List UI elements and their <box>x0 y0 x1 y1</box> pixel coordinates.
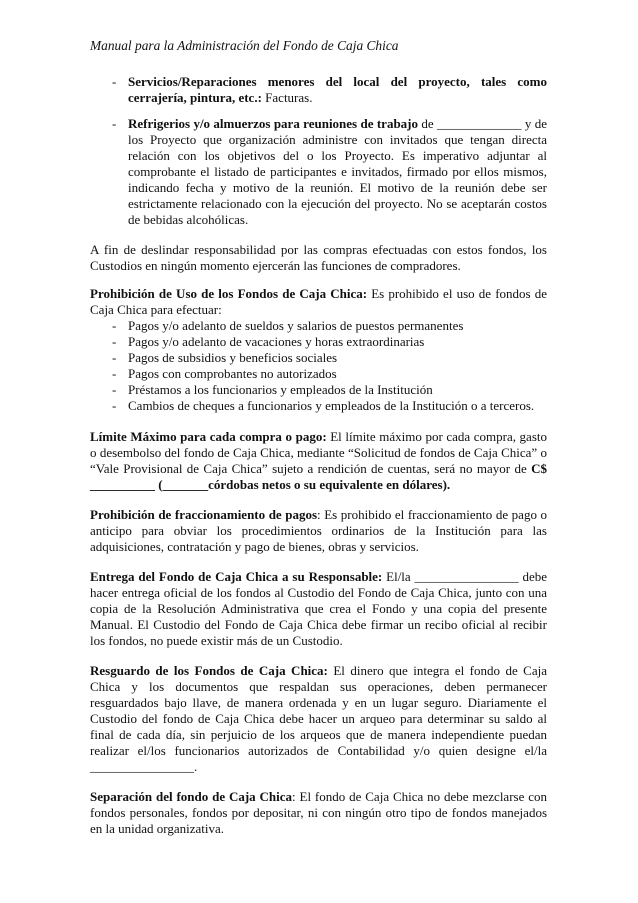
section-heading: Separación del fondo de Caja Chica <box>90 789 293 804</box>
bullet-dash: - <box>112 382 117 397</box>
paragraph-prohibicion-uso <box>90 286 547 318</box>
list-item <box>90 398 547 414</box>
section-text: El límite máximo por cada compra, gasto o desembolso del fondo de Caja Chica, mediante “Solicitud de fondos de Caja Chica” o “Vale Provisional de Caja Chica” sujeto a rendición de cuentas, será no mayor de <box>90 429 547 476</box>
section-text: : El fondo de Caja Chica no debe mezclarse con fondos personales, fondos por depositar, ni con ningún otro tipo de fondos manejados en la unidad organizativa. <box>90 789 547 836</box>
bullet-dash: - <box>112 334 117 349</box>
list-item <box>90 318 547 334</box>
list-item-text: de _____________ y de los Proyecto que organización administre con invitados que tengan directa relación con los objetivos del o los Proyecto. Es imperativo adjuntar al comprobante el listado de participantes e invitados, firmado por ellos mismos, indicando fecha y motivo de la reunión. El motivo de la reunión debe ser estrictamente relacionado con la ejecución del proyecto. No se aceptarán costos de bebidas alcohólicas. <box>128 116 548 227</box>
section-text: El/la ________________ debe hacer entrega oficial de los fondos al Custodio del Fondo de Caja Chica, junto con una copia de la Resolución Administrativa que crea el Fondo y una copia del presente Manual. El Custodio del Fondo de Caja Chica debe firmar un recibo oficial al recibir los fondos, no puede existir más de un Custodio. <box>90 569 547 648</box>
section-text: El dinero que integra el fondo de Caja Chica y los documentos que respaldan sus operaciones, deben permanecer resguardados bajo llave, de manera ordenada y en un lugar seguro. Diariamente el Custodio del fondo de Caja Chica debe hacer un arqueo para determinar su saldo al final de cada día, sin perjuicio de los arqueos que de manera independiente puedan realizar el/los funcionarios autorizados de Contabilidad y/o quien designe el/la ________________. <box>90 663 547 774</box>
bullet-dash: - <box>112 74 117 89</box>
bullet-dash: - <box>112 116 117 131</box>
list-item <box>90 350 547 366</box>
bullet-dash: - <box>112 398 117 413</box>
list-item <box>90 334 547 350</box>
section-heading: Entrega del Fondo de Caja Chica a su Responsable: <box>90 569 383 584</box>
bullet-dash: - <box>112 350 117 365</box>
section-text: Es prohibido el uso de fondos de Caja Chica para efectuar: <box>90 286 547 317</box>
bullet-dash: - <box>112 366 117 381</box>
paragraph-limite-maximo <box>90 429 547 493</box>
section-text: : Es prohibido el fraccionamiento de pago o anticipo para obviar los procedimientos ordinarios de la Institución para las adquisiciones, contratación y pago de bienes, obras y servicios. <box>90 507 547 554</box>
paragraph-entrega-fondo <box>90 569 547 649</box>
list-item-text: Pagos y/o adelanto de vacaciones y horas extraordinarias <box>128 334 425 349</box>
list-item <box>90 366 547 382</box>
paragraph-resguardo <box>90 663 547 775</box>
list-item-text: Cambios de cheques a funcionarios y empleados de la Institución o a terceros. <box>128 398 535 413</box>
list-item-text: Pagos con comprobantes no autorizados <box>128 366 337 381</box>
prohibited-payments-list <box>90 318 547 414</box>
list-item-heading: Refrigerios y/o almuerzos para reuniones de trabajo <box>128 116 419 131</box>
paragraph-prohibicion-fraccionamiento <box>90 507 547 555</box>
section-heading: Resguardo de los Fondos de Caja Chica: <box>90 663 328 678</box>
list-item-text: Pagos de subsidios y beneficios sociales <box>128 350 338 365</box>
list-item-refrigerios <box>90 116 547 228</box>
expense-list <box>90 74 547 228</box>
list-item-text: Facturas. <box>261 90 313 105</box>
amount-blank: C$ __________ (_______córdobas netos o su equivalente en dólares). <box>90 461 547 492</box>
paragraph-separacion <box>90 789 547 837</box>
list-item-text: Pagos y/o adelanto de sueldos y salarios de puestos permanentes <box>128 318 464 333</box>
section-heading: Prohibición de Uso de los Fondos de Caja Chica: <box>90 286 368 301</box>
paragraph-deslindar: A fin de deslindar responsabilidad por las compras efectuadas con estos fondos, los Custodios en ningún momento ejercerán las funciones de compradores. <box>90 242 547 273</box>
list-item-text: Préstamos a los funcionarios y empleados de la Institución <box>128 382 433 397</box>
list-item-servicios <box>90 74 547 106</box>
section-heading: Prohibición de fraccionamiento de pagos <box>90 507 318 522</box>
document-body <box>90 74 547 837</box>
list-item-heading: Servicios/Reparaciones menores del local del proyecto, tales como cerrajería, pintura, etc.: <box>128 74 547 105</box>
section-heading: Límite Máximo para cada compra o pago: <box>90 429 327 444</box>
bullet-dash: - <box>112 318 117 333</box>
list-item <box>90 382 547 398</box>
page-header: Manual para la Administración del Fondo de Caja Chica <box>90 38 399 53</box>
